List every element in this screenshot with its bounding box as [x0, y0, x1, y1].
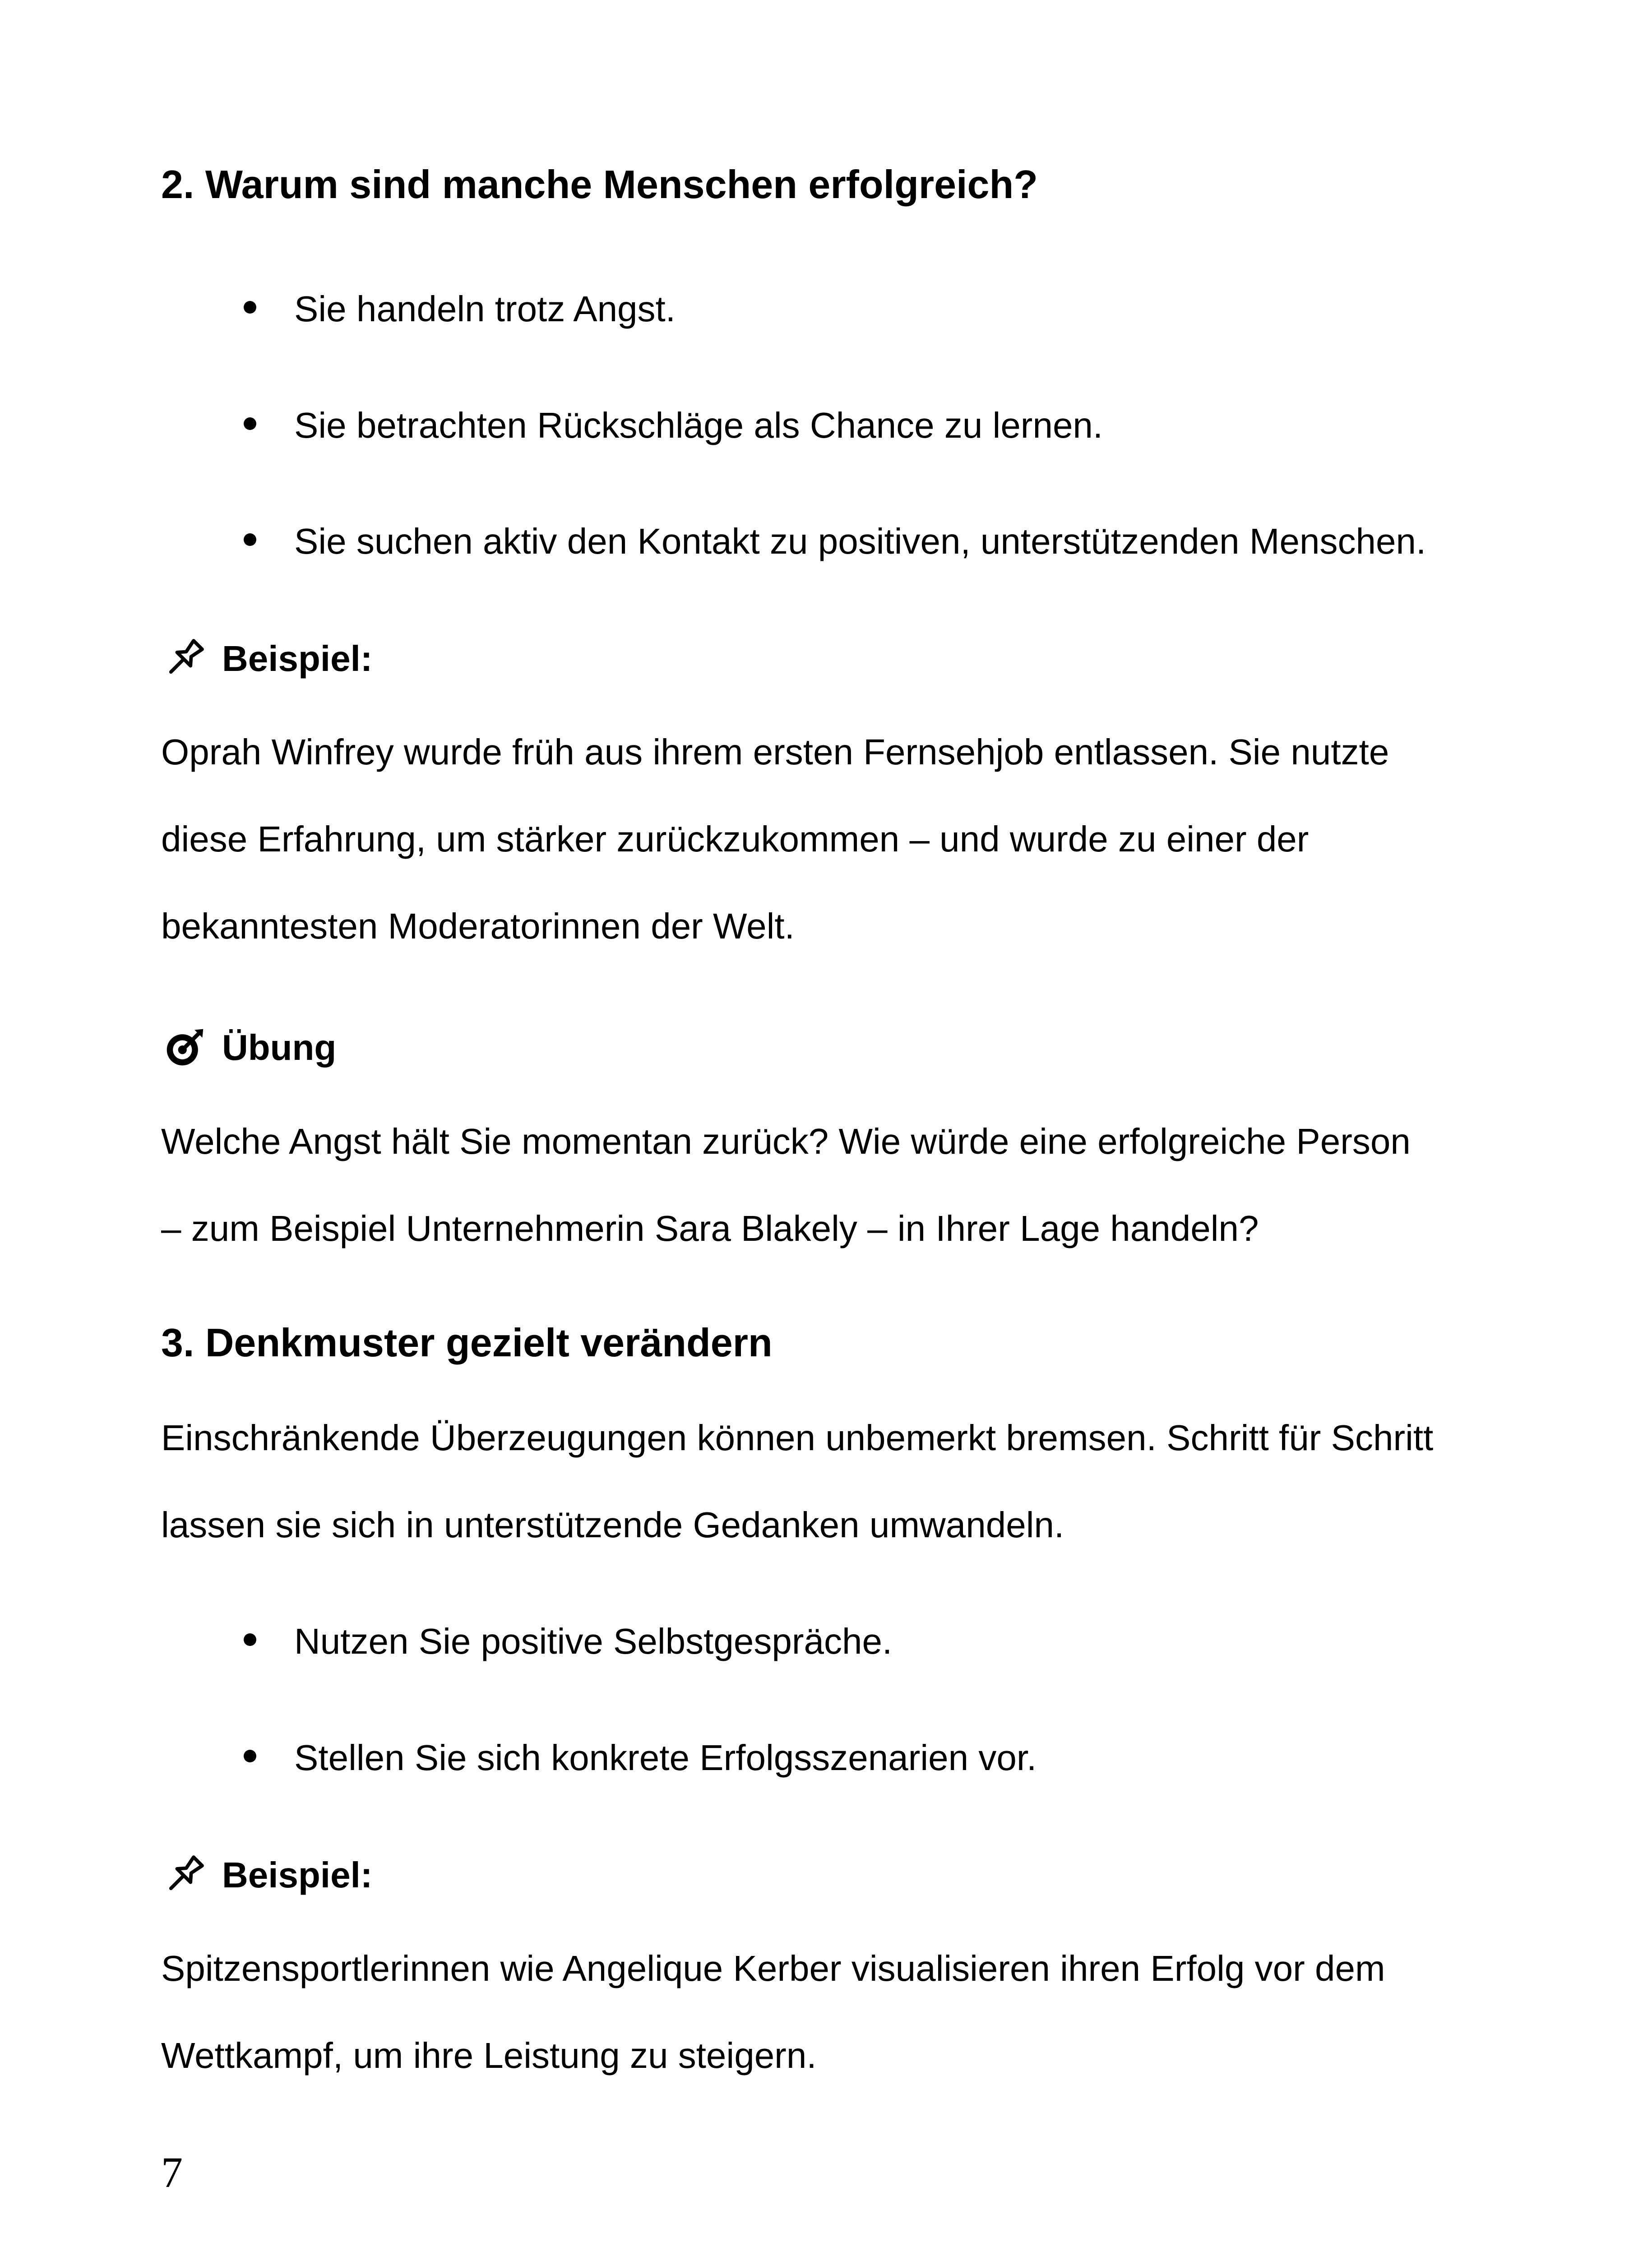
pushpin-icon [163, 636, 207, 680]
bullet-dot [244, 1750, 256, 1762]
example-text-line: Wettkampf, um ihre Leistung zu steigern. [161, 2035, 817, 2076]
example-label: Beispiel: [222, 638, 373, 679]
section-3-intro-line: Einschränkende Überzeugungen können unbemerkt bremsen. Schritt für Schritt [161, 1418, 1434, 1458]
example-text-line: Oprah Winfrey wurde früh aus ihrem ersten Fernsehjob entlassen. Sie nutzte [161, 732, 1389, 772]
exercise-label: Übung [222, 1027, 337, 1068]
bullet-dot [244, 301, 256, 314]
bullet-text: Sie handeln trotz Angst. [294, 289, 676, 329]
bullet-text: Sie betrachten Rückschläge als Chance zu lernen. [294, 405, 1103, 445]
bullet-text: Sie suchen aktiv den Kontakt zu positiven, unterstützenden Menschen. [294, 521, 1426, 561]
bullet-text: Stellen Sie sich konkrete Erfolgsszenarien vor. [294, 1738, 1037, 1778]
target-icon [163, 1026, 207, 1069]
exercise-text-line: – zum Beispiel Unternehmerin Sara Blakely – in Ihrer Lage handeln? [161, 1208, 1259, 1248]
pushpin-icon [163, 1853, 207, 1896]
section-2-heading: 2. Warum sind manche Menschen erfolgreich? [161, 162, 1038, 207]
section-3-intro-line: lassen sie sich in unterstützende Gedanken umwandeln. [161, 1505, 1064, 1545]
example-label: Beispiel: [222, 1855, 373, 1895]
page-number: 7 [161, 2148, 183, 2196]
bullet-text: Nutzen Sie positive Selbstgespräche. [294, 1621, 893, 1661]
section-3-heading: 3. Denkmuster gezielt verändern [161, 1320, 773, 1365]
example-text-line: diese Erfahrung, um stärker zurückzukommen – und wurde zu einer der [161, 819, 1309, 859]
exercise-text-line: Welche Angst hält Sie momentan zurück? Wie würde eine erfolgreiche Person [161, 1121, 1411, 1161]
bullet-dot [244, 533, 256, 546]
bullet-dot [244, 417, 256, 430]
example-text-line: Spitzensportlerinnen wie Angelique Kerber visualisieren ihren Erfolg vor dem [161, 1948, 1385, 1988]
example-text-line: bekanntesten Moderatorinnen der Welt. [161, 906, 795, 946]
bullet-dot [244, 1633, 256, 1646]
